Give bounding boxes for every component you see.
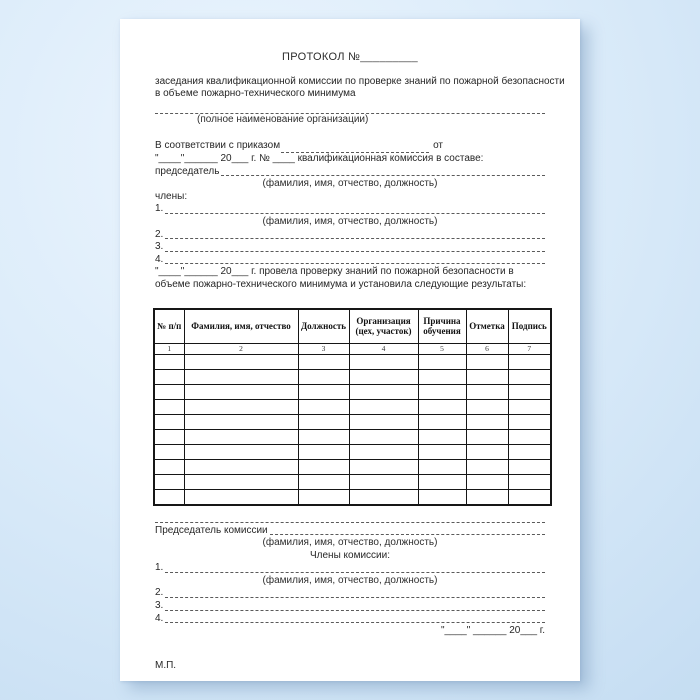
chairman-name-blank bbox=[221, 175, 545, 176]
signature-chairman-label: Председатель комиссии bbox=[155, 524, 268, 536]
signature-members-title: Члены комиссии: bbox=[309, 549, 390, 561]
table-header-cell: Организация (цех, участок) bbox=[349, 309, 418, 344]
members-label: члены: bbox=[155, 190, 188, 202]
table-cell-empty bbox=[298, 444, 349, 459]
table-cell-empty bbox=[466, 354, 508, 369]
signature-chairman-line bbox=[155, 525, 545, 538]
table-cell-empty bbox=[184, 474, 298, 489]
table-cell-empty bbox=[184, 369, 298, 384]
member-number: 2. bbox=[155, 228, 164, 240]
member-name-blank bbox=[165, 213, 545, 214]
table-row bbox=[154, 399, 551, 414]
fio-caption: (фамилия, имя, отчество, должность) bbox=[262, 537, 438, 549]
table-row bbox=[154, 354, 551, 369]
table-cell-empty bbox=[184, 399, 298, 414]
table-row bbox=[154, 384, 551, 399]
table-cell-empty bbox=[418, 369, 466, 384]
table-cell-empty bbox=[154, 414, 184, 429]
table-cell-empty bbox=[298, 459, 349, 474]
table-cell-empty bbox=[418, 459, 466, 474]
table-row bbox=[154, 489, 551, 505]
table-cell-empty bbox=[508, 429, 551, 444]
table-cell-empty bbox=[184, 489, 298, 505]
table-cell-empty bbox=[466, 384, 508, 399]
signature-member-line-4 bbox=[155, 613, 545, 626]
table-cell-empty bbox=[298, 354, 349, 369]
table-cell-empty bbox=[508, 444, 551, 459]
intro-line-1: заседания квалификационной комиссии по проверке знаний по пожарной безопасности bbox=[155, 75, 565, 87]
table-cell-empty bbox=[418, 489, 466, 505]
table-column-number-cell: 1 bbox=[154, 343, 184, 354]
chairman-line bbox=[155, 166, 545, 179]
protocol-date-line: "____" ______ 20___ г. bbox=[440, 625, 545, 637]
table-cell-empty bbox=[418, 444, 466, 459]
table-cell-empty bbox=[466, 399, 508, 414]
table-cell-empty bbox=[349, 369, 418, 384]
table-cell-empty bbox=[349, 399, 418, 414]
table-cell-empty bbox=[184, 414, 298, 429]
signature-area-blank bbox=[155, 512, 545, 523]
table-cell-empty bbox=[298, 489, 349, 505]
signature-member-blank bbox=[165, 622, 545, 623]
table-cell-empty bbox=[349, 444, 418, 459]
member-number: 2. bbox=[155, 587, 164, 599]
table-header-cell: Отметка bbox=[466, 309, 508, 344]
table-header-cell: Причина обучения bbox=[418, 309, 466, 344]
table-cell-empty bbox=[349, 384, 418, 399]
member-name-blank bbox=[165, 251, 545, 252]
member-number: 4. bbox=[155, 612, 164, 624]
order-suffix: от bbox=[433, 140, 443, 152]
table-header-cell: № п/п bbox=[154, 309, 184, 344]
table-cell-empty bbox=[418, 399, 466, 414]
table-cell-empty bbox=[154, 369, 184, 384]
member-line-1 bbox=[155, 203, 545, 216]
table-header-cell: Фамилия, имя, отчество bbox=[184, 309, 298, 344]
table-cell-empty bbox=[466, 414, 508, 429]
table-cell-empty bbox=[154, 384, 184, 399]
member-line-3 bbox=[155, 241, 545, 254]
table-cell-empty bbox=[154, 354, 184, 369]
table-row bbox=[154, 474, 551, 489]
table-cell-empty bbox=[418, 354, 466, 369]
title-blank: _________ bbox=[360, 51, 418, 63]
signature-chairman-blank bbox=[270, 534, 545, 535]
member-number: 4. bbox=[155, 253, 164, 265]
table-cell-empty bbox=[349, 489, 418, 505]
table-row bbox=[154, 369, 551, 384]
table-cell-empty bbox=[154, 399, 184, 414]
table-cell-empty bbox=[298, 429, 349, 444]
table-cell-empty bbox=[349, 459, 418, 474]
table-cell-empty bbox=[184, 429, 298, 444]
table-column-number-cell: 4 bbox=[349, 343, 418, 354]
table-cell-empty bbox=[184, 444, 298, 459]
chairman-label: председатель bbox=[155, 165, 220, 177]
table-cell-empty bbox=[184, 384, 298, 399]
table-column-number-cell: 2 bbox=[184, 343, 298, 354]
document-page bbox=[120, 19, 580, 681]
table-cell-empty bbox=[184, 459, 298, 474]
check-paragraph-line-2: объеме пожарно-технического минимума и установила следующие результаты: bbox=[155, 278, 527, 290]
table-column-number-cell: 3 bbox=[298, 343, 349, 354]
table-header-row bbox=[154, 309, 551, 344]
check-paragraph-line-1: "____"______ 20___ г. провела проверку знаний по пожарной безопасности в bbox=[155, 266, 514, 278]
fio-caption: (фамилия, имя, отчество, должность) bbox=[262, 215, 438, 227]
member-number: 1. bbox=[155, 562, 164, 574]
table-header-cell: Подпись bbox=[508, 309, 551, 344]
order-line bbox=[155, 140, 545, 153]
table-cell-empty bbox=[154, 459, 184, 474]
member-name-blank bbox=[165, 263, 545, 264]
table-cell-empty bbox=[418, 429, 466, 444]
signature-member-line-1 bbox=[155, 562, 545, 575]
signature-member-blank bbox=[165, 572, 545, 573]
table-header-cell: Должность bbox=[298, 309, 349, 344]
signature-member-blank bbox=[165, 597, 545, 598]
table-cell-empty bbox=[508, 399, 551, 414]
table-cell-empty bbox=[418, 474, 466, 489]
table-row bbox=[154, 429, 551, 444]
organization-caption: (полное наименование организации) bbox=[197, 113, 369, 125]
table-cell-empty bbox=[154, 474, 184, 489]
signature-member-blank bbox=[165, 610, 545, 611]
table-column-number-cell: 6 bbox=[466, 343, 508, 354]
results-table bbox=[153, 308, 552, 506]
order-prefix: В соответствии с приказом bbox=[155, 140, 281, 152]
page-title bbox=[155, 51, 545, 64]
table-cell-empty bbox=[349, 429, 418, 444]
table-cell-empty bbox=[418, 414, 466, 429]
table-cell-empty bbox=[508, 459, 551, 474]
table-cell-empty bbox=[508, 414, 551, 429]
table-column-number-cell: 7 bbox=[508, 343, 551, 354]
table-cell-empty bbox=[508, 384, 551, 399]
table-cell-empty bbox=[508, 489, 551, 505]
table-cell-empty bbox=[154, 429, 184, 444]
table-cell-empty bbox=[154, 444, 184, 459]
signature-member-line-3 bbox=[155, 600, 545, 613]
order-date-line: "____"______ 20___ г. № ____ квалификационная комиссия в составе: bbox=[155, 152, 484, 164]
table-cell-empty bbox=[466, 474, 508, 489]
table-cell-empty bbox=[466, 429, 508, 444]
order-number-blank bbox=[281, 143, 429, 153]
table-cell-empty bbox=[349, 414, 418, 429]
table-cell-empty bbox=[508, 474, 551, 489]
stamp-place-label: М.П. bbox=[155, 659, 177, 671]
table-cell-empty bbox=[298, 399, 349, 414]
table-cell-empty bbox=[466, 369, 508, 384]
member-name-blank bbox=[165, 238, 545, 239]
table-cell-empty bbox=[349, 474, 418, 489]
member-number: 3. bbox=[155, 600, 164, 612]
table-cell-empty bbox=[298, 369, 349, 384]
table-column-number-row bbox=[154, 343, 551, 354]
table-cell-empty bbox=[466, 489, 508, 505]
signature-member-line-2 bbox=[155, 587, 545, 600]
title-text: ПРОТОКОЛ № bbox=[282, 51, 361, 63]
table-row bbox=[154, 414, 551, 429]
table-cell-empty bbox=[508, 354, 551, 369]
table-cell-empty bbox=[298, 474, 349, 489]
intro-line-2: в объеме пожарно-технического минимума bbox=[155, 88, 356, 100]
member-line-4 bbox=[155, 254, 545, 267]
fio-caption: (фамилия, имя, отчество, должность) bbox=[262, 574, 438, 586]
table-row bbox=[154, 444, 551, 459]
table-row bbox=[154, 459, 551, 474]
table-column-number-cell: 5 bbox=[418, 343, 466, 354]
table-cell-empty bbox=[418, 384, 466, 399]
table-cell-empty bbox=[466, 444, 508, 459]
table-cell-empty bbox=[349, 354, 418, 369]
table-cell-empty bbox=[466, 459, 508, 474]
table-cell-empty bbox=[184, 354, 298, 369]
organization-name-blank bbox=[155, 101, 545, 114]
member-line-2 bbox=[155, 229, 545, 242]
fio-caption: (фамилия, имя, отчество, должность) bbox=[262, 178, 438, 190]
member-number: 1. bbox=[155, 203, 164, 215]
table-cell-empty bbox=[298, 384, 349, 399]
table-cell-empty bbox=[154, 489, 184, 505]
member-number: 3. bbox=[155, 241, 164, 253]
table-cell-empty bbox=[298, 414, 349, 429]
table-cell-empty bbox=[508, 369, 551, 384]
